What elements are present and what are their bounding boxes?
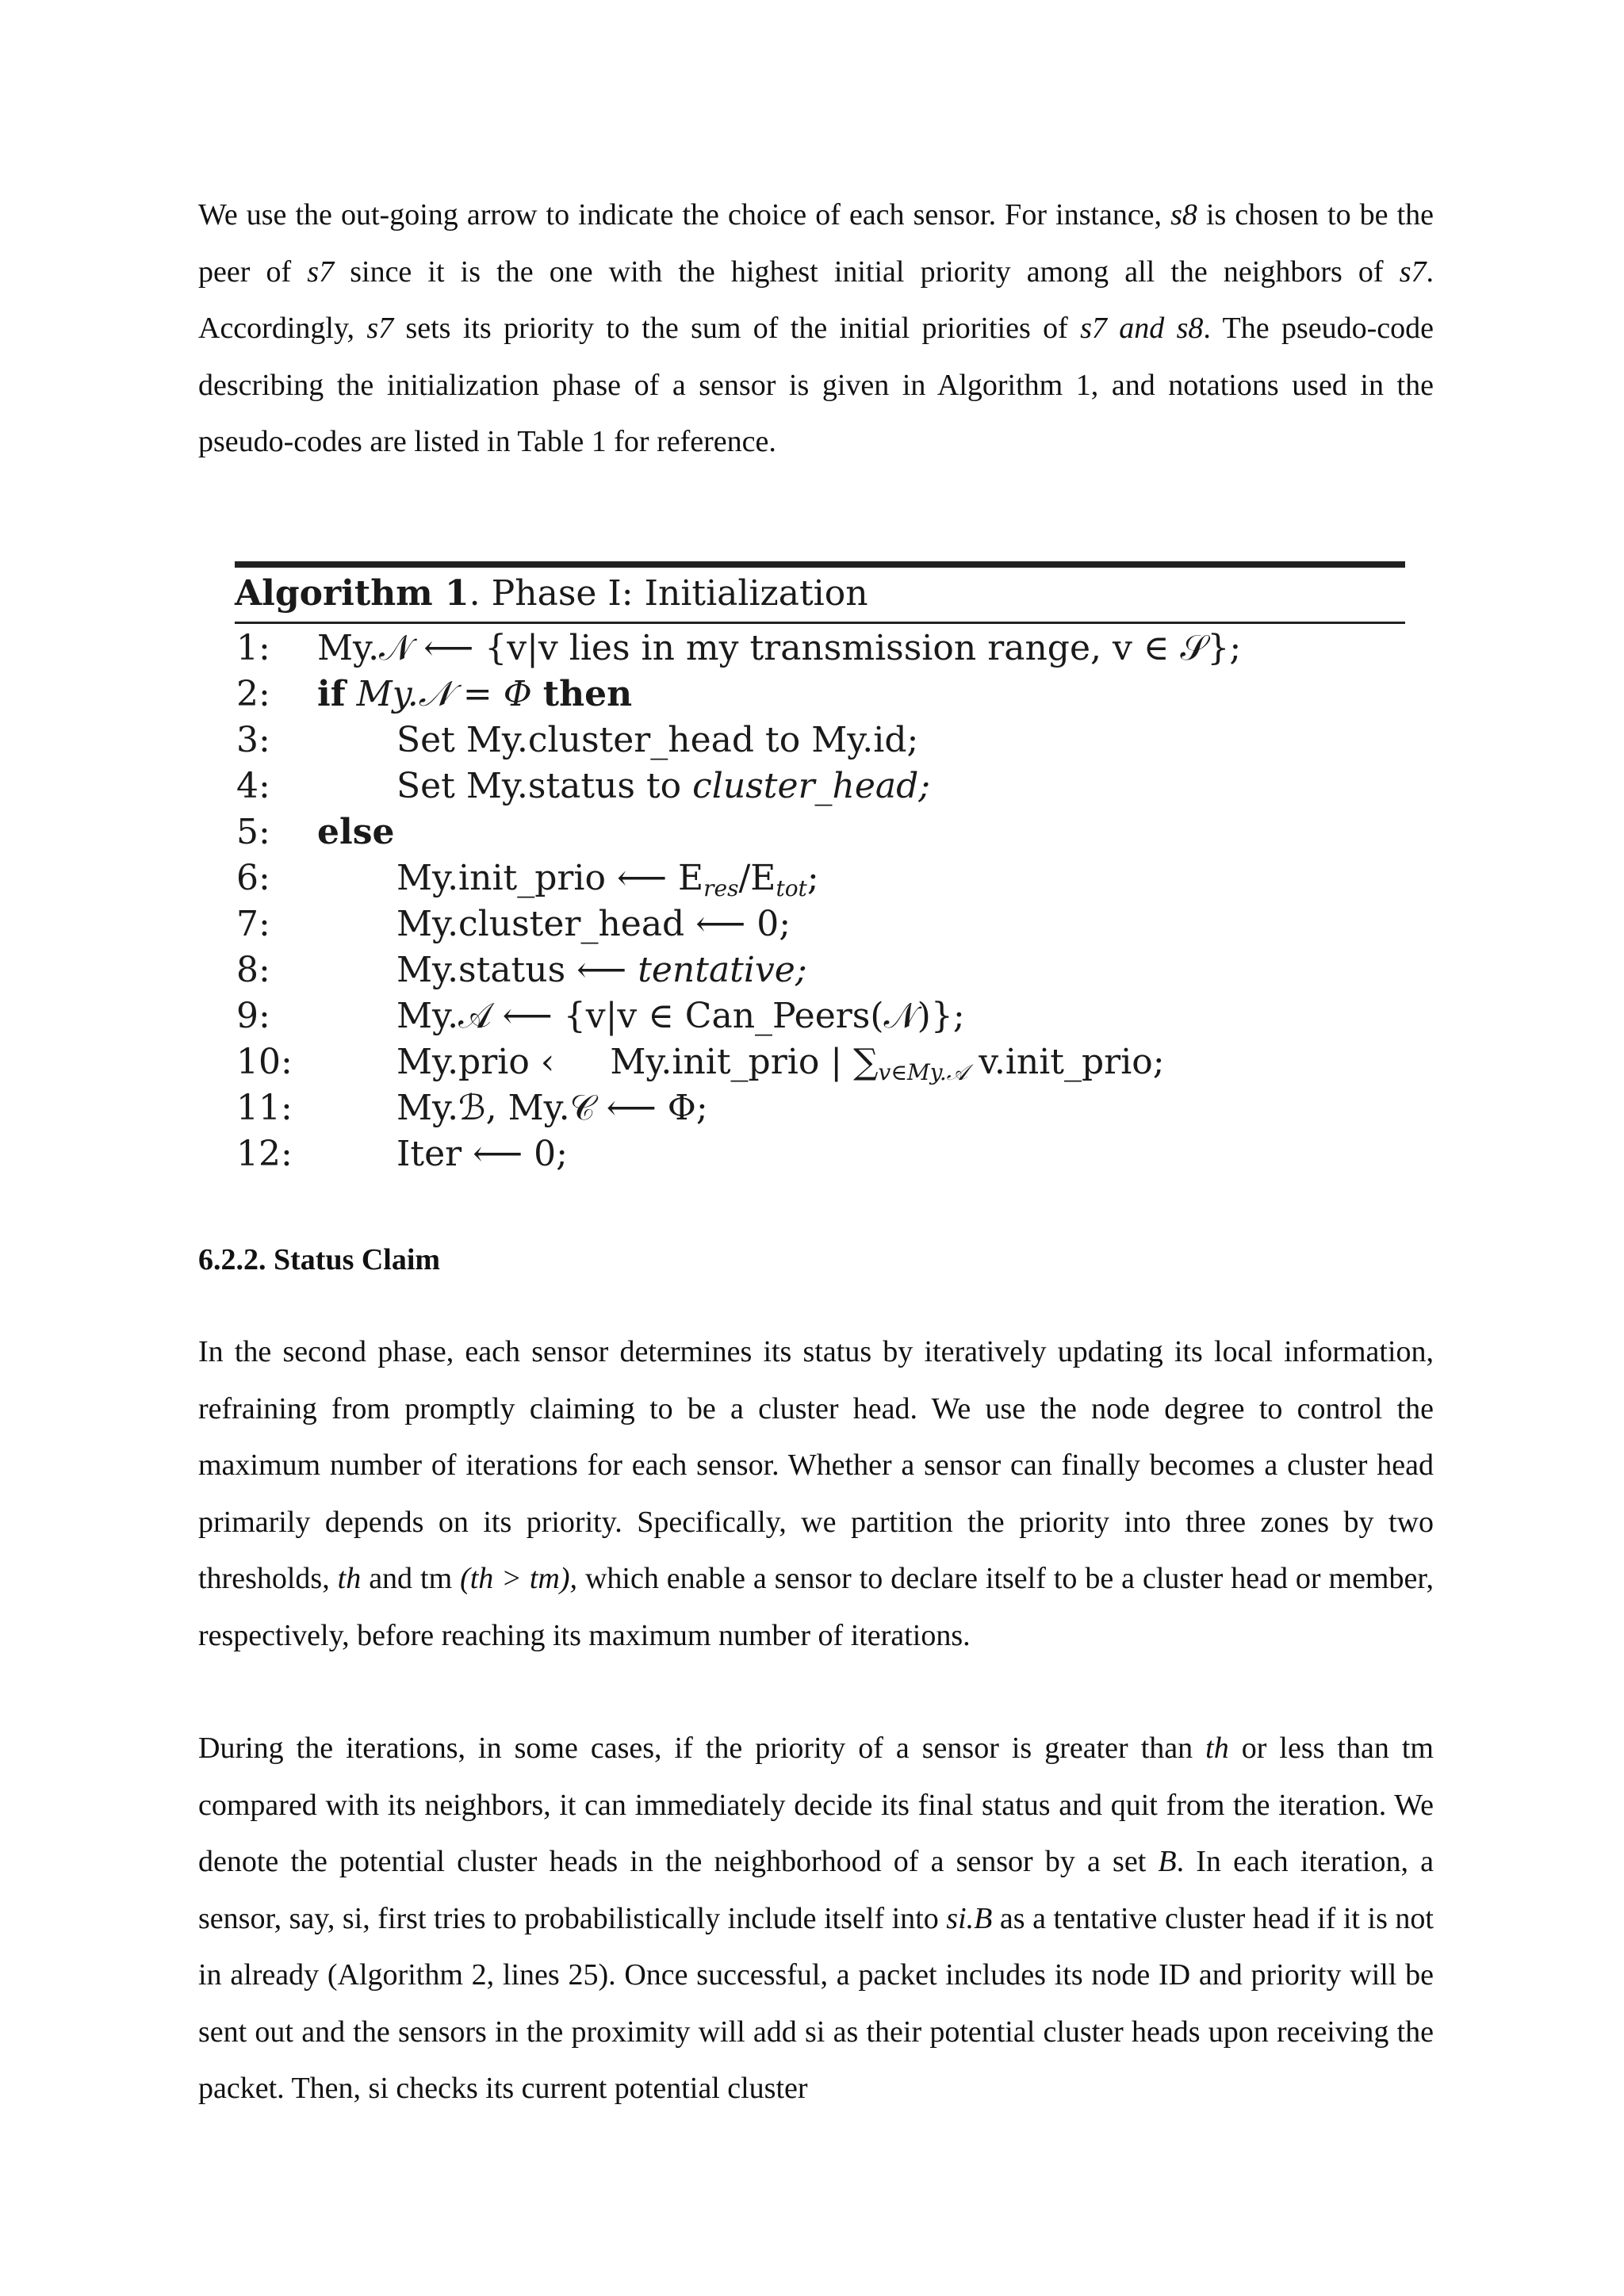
status-claim-paragraph-1: In the second phase, each sensor determines its status by iteratively updating its local information, refraining from promptly claiming to be a cluster head. We use the node degree to control the maximum number of iterations for each sensor. Whether a sensor can finally becomes a cluster head primarily depends on its priority. Specifically, we partition the priority into three zones by two thresholds, th and tm (th > tm), which enable a sensor to declare itself to be a cluster head or member, respectively, before reaching its maximum number of iterations.	[198, 1335, 1434, 1652]
algorithm-line: 6: My.init_prio ⟵ $E_{res}/E_{tot}$;	[236, 858, 819, 901]
algorithm-line: 2: if My.𝒩 = Φ then	[236, 674, 633, 714]
algorithm-line: 9: My.𝒜 ⟵ {v|v ∈ Can_Peers(𝒩)};	[236, 996, 965, 1036]
section-heading: 6.2.2. Status Claim	[198, 1243, 441, 1276]
intro-paragraph: We use the out-going arrow to indicate the choice of each sensor. For instance, s8 is chosen to be the peer of s7 since it is the one with the highest initial priority among all the neighbors of s7. Accordingly, s7 sets its priority to the sum of the initial priorities of s7 and s8. The pseudo-code describing the initialization phase of a sensor is given in Algorithm 1, and notations used in the pseudo-codes are listed in Table 1 for reference.	[198, 198, 1434, 458]
algorithm-line: 4: Set My.status to cluster_head;	[236, 766, 931, 806]
algorithm-line: 11: My.ℬ, My.𝒞 ⟵ Φ;	[236, 1088, 708, 1128]
algorithm-line: 3: Set My.cluster_head to My.id;	[236, 720, 919, 760]
algorithm-top-rule	[235, 561, 1405, 568]
algorithm-line: 7: My.cluster_head ⟵ 0;	[236, 904, 791, 944]
status-claim-paragraph-2: During the iterations, in some cases, if the priority of a sensor is greater than th or less than tm compared with its neighbors, it can immediately decide its final status and quit from the iteration. We denote the potential cluster heads in the neighborhood of a sensor by a set B. In each iteration, a sensor, say, si, first tries to probabilistically include itself into si.B as a tentative cluster head if it is not in already (Algorithm 2, lines 25). Once successful, a packet includes its node ID and priority will be sent out and the sensors in the proximity will add si as their potential cluster heads upon receiving the packet. Then, si checks its current potential cluster	[198, 1732, 1434, 2105]
algorithm-title: Algorithm 1. Phase I: Initialization	[235, 573, 868, 614]
algorithm-line: 12: Iter ⟵ 0;	[236, 1134, 569, 1174]
algorithm-lines	[235, 624, 1405, 1177]
algorithm-line: 10: My.prio ‹ My.init_prio | $\sum_{v\in My.𝒜}$ v.init_prio;	[236, 1042, 1165, 1085]
algorithm-line: 5: else	[236, 812, 395, 852]
algorithm-box	[235, 561, 1405, 1177]
algorithm-line: 8: My.status ⟵ tentative;	[236, 950, 807, 990]
algorithm-line: 1: My.𝒩 ⟵ {v|v lies in my transmission range, v ∈ 𝒮};	[236, 628, 1242, 668]
